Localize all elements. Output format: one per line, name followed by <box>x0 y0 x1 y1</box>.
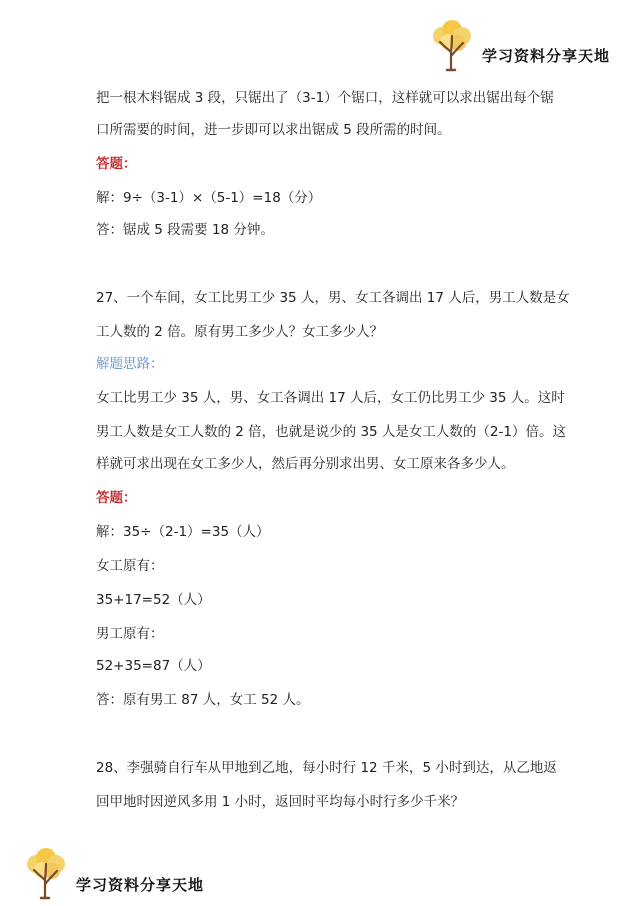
question-27-line: 27、一个车间，女工比男工少 35 人，男、女工各调出 17 人后，男工人数是女 <box>96 290 570 306</box>
hint-line: 男工人数是女工人数的 2 倍，也就是说少的 35 人是女工人数的（2-1）倍。这 <box>96 424 566 440</box>
footer-brand <box>22 846 204 902</box>
paragraph-line: 把一根木料锯成 3 段，只锯出了（3-1）个锯口，这样就可以求出锯出每个锯 <box>96 90 554 106</box>
solution-line: 女工原有： <box>96 558 164 574</box>
answer-line: 答：原有男工 87 人，女工 52 人。 <box>96 692 310 708</box>
solution-line: 男工原有： <box>96 626 164 642</box>
tree-logo-icon <box>428 18 476 74</box>
hint-label: 解题思路： <box>96 356 164 372</box>
brand-name: 学习资料分享天地 <box>76 875 205 894</box>
answer-line: 答：锯成 5 段需要 18 分钟。 <box>96 222 274 238</box>
solution-line: 35+17=52（人） <box>96 592 211 608</box>
hint-line: 样就可求出现在女工多少人，然后再分别求出男、女工原来各多少人。 <box>96 456 515 472</box>
brand-name: 学习资料分享天地 <box>482 46 611 65</box>
header-brand <box>428 18 610 74</box>
question-28-line: 回甲地时因逆风多用 1 小时，返回时平均每小时行多少千米？ <box>96 794 465 810</box>
answer-label: 答题： <box>96 156 137 172</box>
question-27-line: 工人数的 2 倍。原有男工多少人？女工多少人？ <box>96 324 384 340</box>
solution-line: 解：9÷（3-1）×（5-1）=18（分） <box>96 190 322 206</box>
answer-label: 答题： <box>96 490 137 506</box>
solution-line: 解：35÷（2-1）=35（人） <box>96 524 270 540</box>
hint-line: 女工比男工少 35 人，男、女工各调出 17 人后，女工仍比男工少 35 人。这时 <box>96 390 565 406</box>
solution-line: 52+35=87（人） <box>96 658 211 674</box>
question-28-line: 28、李强骑自行车从甲地到乙地，每小时行 12 千米，5 小时到达，从乙地返 <box>96 760 557 776</box>
paragraph-line: 口所需要的时间，进一步即可以求出锯成 5 段所需的时间。 <box>96 122 451 138</box>
tree-logo-icon <box>22 846 70 902</box>
